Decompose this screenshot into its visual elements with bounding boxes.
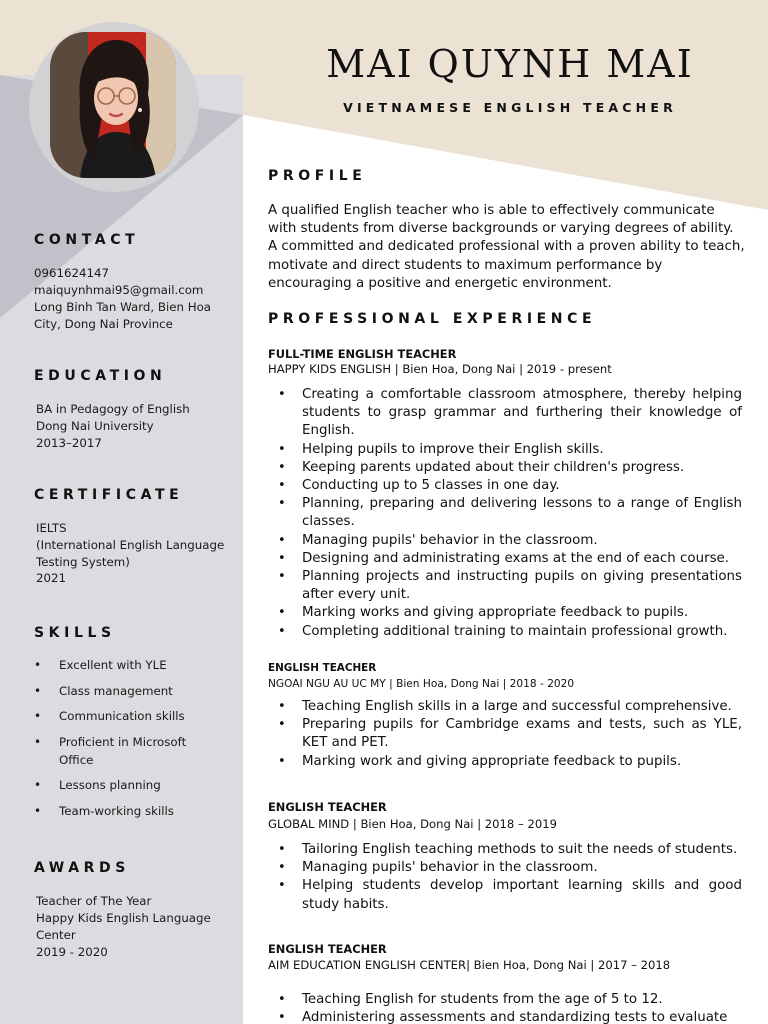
job-title: ENGLISH TEACHER: [268, 942, 387, 956]
certificate-name: IELTS: [36, 521, 67, 535]
job-bullet: • Managing pupils' behavior in the classroom.: [268, 859, 742, 877]
job-bullet: • Preparing pupils for Cambridge exams and tests, such as YLE, KET and PET.: [268, 716, 742, 752]
skills-list: [34, 656, 209, 827]
job-bullet: • Administering assessments and standardizing tests to evaluate: [268, 1009, 742, 1024]
skills-heading: SKILLS: [34, 625, 116, 641]
job-bullet: • Keeping parents updated about their children's progress.: [268, 459, 742, 477]
education-heading: EDUCATION: [34, 368, 167, 384]
skill-item: • Proficient in Microsoft Office: [34, 733, 209, 769]
job-meta: AIM EDUCATION ENGLISH CENTER| Bien Hoa, Dong Nai | 2017 – 2018: [268, 958, 671, 972]
job-bullet: • Helping students develop important learning skills and good study habits.: [268, 877, 742, 913]
certificate-heading: CERTIFICATE: [34, 487, 184, 503]
job-meta: HAPPY KIDS ENGLISH | Bien Hoa, Dong Nai | 2019 - present: [268, 362, 612, 376]
portrait-illustration: [50, 32, 176, 178]
education-years: 2013–2017: [36, 436, 102, 450]
job-title: ENGLISH TEACHER: [268, 800, 387, 814]
job-bullet: • Completing additional training to maintain professional growth.: [268, 623, 742, 641]
skill-item: • Class management: [34, 682, 209, 700]
job-bullet: • Creating a comfortable classroom atmosphere, thereby helping students to grasp grammar and furthering their knowledge of English.: [268, 386, 742, 441]
job-bullet-list: [268, 841, 742, 914]
experience-heading: PROFESSIONAL EXPERIENCE: [268, 311, 597, 327]
profile-summary: A qualified English teacher who is able to effectively communicate with students from diverse backgrounds or varying degrees of ability. A committed and dedicated professional with a proven ability to teach, motivate and direct students to maximum performance by encouraging a positive and energetic environment.: [268, 203, 745, 291]
contact-address-line1: Long Binh Tan Ward, Bien Hoa: [34, 300, 212, 314]
contact-address-line2: City, Dong Nai Province: [34, 317, 173, 331]
skill-item: • Team-working skills: [34, 802, 209, 820]
job-title: ENGLISH TEACHER: [268, 662, 377, 674]
job-bullet: • Designing and administrating exams at the end of each course.: [268, 550, 742, 568]
job-bullet: • Planning, preparing and delivering lessons to a range of English classes.: [268, 495, 742, 531]
certificate-year: 2021: [36, 571, 67, 585]
skill-item: • Excellent with YLE: [34, 656, 209, 674]
job-title: FULL-TIME ENGLISH TEACHER: [268, 347, 457, 361]
skill-item: • Communication skills: [34, 707, 209, 725]
contact-heading: CONTACT: [34, 232, 140, 248]
awards-heading: AWARDS: [34, 860, 130, 876]
certificate-full-line2: Testing System): [36, 555, 130, 569]
education-degree: BA in Pedagogy of English: [36, 402, 190, 416]
skill-item: • Lessons planning: [34, 776, 209, 794]
job-bullet: • Teaching English for students from the age of 5 to 12.: [268, 991, 742, 1009]
job-bullet: • Marking work and giving appropriate feedback to pupils.: [268, 753, 742, 771]
job-bullet-list: [268, 991, 742, 1024]
certificate-full-line1: (International English Language: [36, 538, 225, 552]
job-bullet: • Conducting up to 5 classes in one day.: [268, 477, 742, 495]
education-school: Dong Nai University: [36, 419, 154, 433]
profile-heading: PROFILE: [268, 168, 367, 184]
job-bullet-list: [268, 386, 742, 641]
job-bullet: • Marking works and giving appropriate feedback to pupils.: [268, 604, 742, 622]
award-line3: Center: [36, 928, 76, 942]
job-bullet-list: [268, 698, 742, 771]
job-bullet: • Helping pupils to improve their English skills.: [268, 441, 742, 459]
award-line1: Teacher of The Year: [36, 894, 152, 908]
contact-phone: 0961624147: [34, 266, 110, 280]
job-bullet: • Teaching English skills in a large and successful comprehensive.: [268, 698, 742, 716]
job-meta: GLOBAL MIND | Bien Hoa, Dong Nai | 2018 – 2019: [268, 817, 557, 831]
contact-email: maiquynhmai95@gmail.com: [34, 283, 204, 297]
profile-photo: [50, 32, 176, 178]
award-line4: 2019 - 2020: [36, 945, 108, 959]
job-bullet: • Planning projects and instructing pupils on giving presentations after every unit.: [268, 568, 742, 604]
job-meta: NGOAI NGU AU UC MY | Bien Hoa, Dong Nai | 2018 - 2020: [268, 678, 575, 690]
candidate-name: MAI QUYNH MAI: [326, 42, 694, 86]
award-line2: Happy Kids English Language: [36, 911, 211, 925]
candidate-title: VIETNAMESE ENGLISH TEACHER: [343, 100, 677, 115]
job-bullet: • Tailoring English teaching methods to suit the needs of students.: [268, 841, 742, 859]
job-bullet: • Managing pupils' behavior in the classroom.: [268, 532, 742, 550]
